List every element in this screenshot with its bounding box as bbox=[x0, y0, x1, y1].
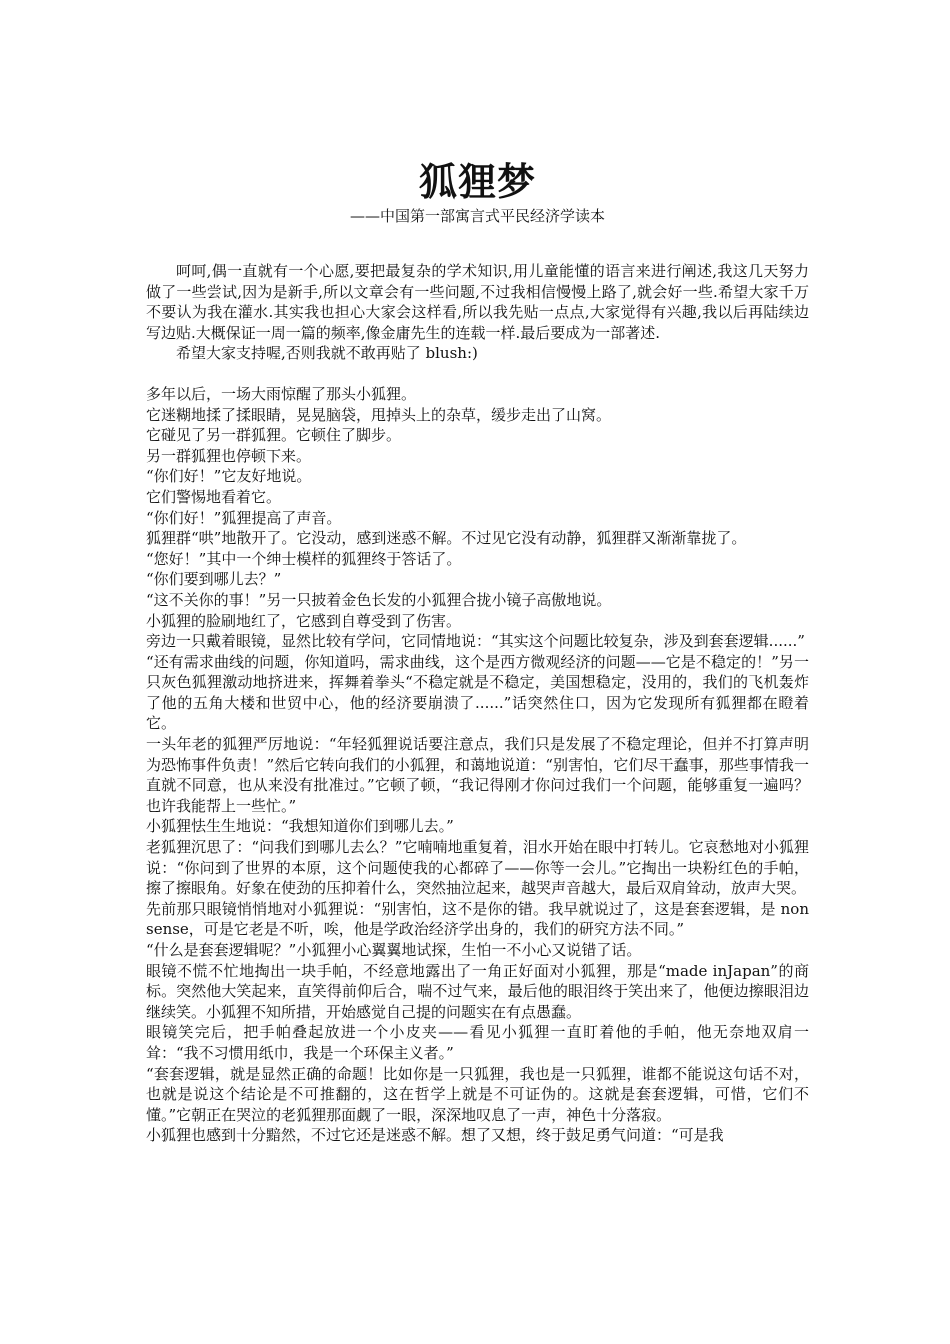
story-paragraph: 一头年老的狐狸严厉地说：“年轻狐狸说话要注意点，我们只是发展了不稳定理论，但并不打算声明为恐怖事件负责！”然后它转向我们的小狐狸，和蔼地说道：“别害怕，它们尽干蠢事，那些事情我一直就不同意，也从来没有批准过。”它顿了顿，“我记得刚才你问过我们一个问题，能够重复一遍吗？也许我能帮上一些忙。” bbox=[146, 735, 809, 815]
document-subtitle: ——中国第一部寓言式平民经济学读本 bbox=[349, 207, 605, 225]
story-paragraph: “套套逻辑，就是显然正确的命题！比如你是一只狐狸，我也是一只狐狸，谁都不能说这句话不对，也就是说这个结论是不可推翻的，这在哲学上就是不可证伪的。这就是套套逻辑，可惜，它们不懂。”它朝正在哭泣的老狐狸那面觑了一眼，深深地叹息了一声，神色十分落寂。 bbox=[146, 1064, 809, 1124]
story-paragraph: “你们要到哪儿去？” bbox=[146, 570, 282, 589]
story-paragraph: 另一群狐狸也停顿下来。 bbox=[146, 446, 312, 465]
document-page bbox=[146, 158, 809, 1146]
story-paragraph: “这不关你的事！”另一只披着金色长发的小狐狸合拢小镜子高傲地说。 bbox=[146, 590, 612, 609]
story-paragraph: “什么是套套逻辑呢？”小狐狸小心翼翼地试探，生怕一不小心又说错了话。 bbox=[146, 941, 642, 959]
story-paragraph: 眼镜不慌不忙地掏出一块手帕，不经意地露出了一角正好面对小狐狸，那是“made inJapan”的商标。突然他大笑起来，直笑得前仰后合，喘不过气来，最后他的眼泪终于笑出来了，他便边擦眼泪边继续笑。小狐狸不知所措，开始感觉自己提的问题实在有点愚蠢。 bbox=[146, 961, 809, 1021]
intro-section bbox=[146, 261, 809, 364]
story-paragraph: 旁边一只戴着眼镜，显然比较有学问，它同情地说：“其实这个问题比较复杂，涉及到套套逻辑......” bbox=[146, 632, 805, 651]
story-paragraph: 小狐狸的脸刷地红了，它感到自尊受到了伤害。 bbox=[146, 611, 462, 630]
story-paragraph: “你们好！”它友好地说。 bbox=[146, 467, 312, 486]
story-paragraph: 它迷糊地揉了揉眼睛，晃晃脑袋，甩掉头上的杂草，缓步走出了山窝。 bbox=[146, 405, 612, 424]
story-paragraph: 多年以后，一场大雨惊醒了那头小狐狸。 bbox=[146, 384, 417, 403]
story-paragraph: 小狐狸也感到十分黯然，不过它还是迷惑不解。想了又想，终于鼓足勇气问道：“可是我 bbox=[146, 1126, 724, 1145]
story-section bbox=[146, 384, 809, 1146]
section-gap bbox=[146, 364, 809, 384]
story-paragraph: 眼镜笑完后，把手帕叠起放进一个小皮夹——看见小狐狸一直盯着他的手帕，他无奈地双肩一耸：“我不习惯用纸巾，我是一个环保主义者。” bbox=[146, 1023, 809, 1062]
story-paragraph: 它碰见了另一群狐狸。它顿住了脚步。 bbox=[146, 426, 402, 445]
story-paragraph: 它们警惕地看着它。 bbox=[146, 487, 282, 506]
story-paragraph: 先前那只眼镜悄悄地对小狐狸说：“别害怕，这不是你的错。我早就说过了，这是套套逻辑，是 nonsense，可是它老是不听，唉，他是学政治经济学出身的，我们的研究方法不同。” bbox=[146, 899, 809, 939]
story-paragraph: 老狐狸沉思了：“问我们到哪儿去么？”它喃喃地重复着，泪水开始在眼中打转儿。它哀愁地对小狐狸说：“你问到了世界的本原，这个问题使我的心都碎了——你等一会儿。”它掏出一块粉红色的手帕，擦了擦眼角。好象在使劲的压抑着什么，突然抽泣起来，越哭声音越大，最后双肩耸动，放声大哭。 bbox=[146, 838, 809, 898]
story-paragraph: “还有需求曲线的问题，你知道吗，需求曲线，这个是西方微观经济的问题——它是不稳定的！”另一只灰色狐狸激动地挤进来，挥舞着拳头“不稳定就是不稳定，美国想稳定，没用的，我们的飞机轰炸了他的五角大楼和世贸中心，他的经济要崩溃了......”话突然住口，因为它发现所有狐狸都在瞪着它。 bbox=[146, 652, 809, 733]
story-paragraph: “您好！”其中一个绅士模样的狐狸终于答话了。 bbox=[146, 549, 462, 568]
story-paragraph: 狐狸群“哄”地散开了。它没动，感到迷惑不解。不过见它没有动静，狐狸群又渐渐靠拢了。 bbox=[146, 529, 747, 548]
document-title: 狐狸梦 bbox=[418, 159, 536, 204]
intro-paragraph: 呵呵,偶一直就有一个心愿,要把最复杂的学术知识,用儿童能懂的语言来进行阐述,我这几天努力做了一些尝试,因为是新手,所以文章会有一些问题,不过我相信慢慢上路了,就会好一些.希望大家千万不要认为我在灌水.其实我也担心大家会这样看,所以我先贴一点点,大家觉得有兴趣,我以后再陆续边写边贴.大概保证一周一篇的频率,像金庸先生的连载一样.最后要成为一部著述. bbox=[146, 262, 809, 342]
intro-paragraph: 希望大家支持喔,否则我就不敢再贴了 blush:) bbox=[176, 344, 478, 363]
story-paragraph: “你们好！”狐狸提高了声音。 bbox=[146, 508, 342, 527]
story-paragraph: 小狐狸怯生生地说：“我想知道你们到哪儿去。” bbox=[146, 817, 454, 836]
